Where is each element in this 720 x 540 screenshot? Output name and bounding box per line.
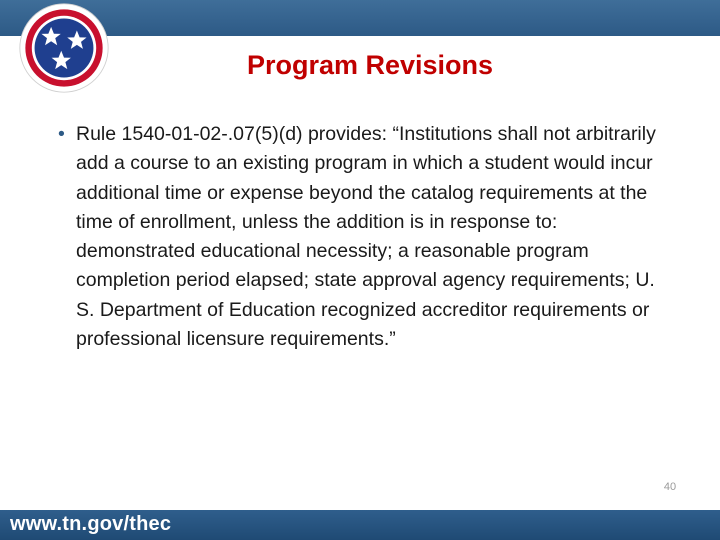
bullet-item bbox=[58, 120, 678, 354]
slide-title: Program Revisions bbox=[246, 50, 494, 80]
footer-bar bbox=[0, 510, 720, 540]
bullet-dot-icon: • bbox=[58, 123, 65, 145]
slide-body bbox=[58, 120, 678, 354]
page-number: 40 bbox=[663, 481, 677, 493]
footer-url[interactable]: www.tn.gov/thec bbox=[10, 513, 172, 535]
bullet-text: Rule 1540-01-02-.07(5)(d) provides: “Institutions shall not arbitrarily add a course to an existing program in which a student would incur additional time or expense beyond the catalog requirements at the time of enrollment, unless the addition is in response to: demonstrated educational necessity; a reasonable program completion period elapsed; state approval agency requirements; U. S. Department of Education recognized accreditor requirements or professional licensure requirements.” bbox=[76, 123, 656, 351]
